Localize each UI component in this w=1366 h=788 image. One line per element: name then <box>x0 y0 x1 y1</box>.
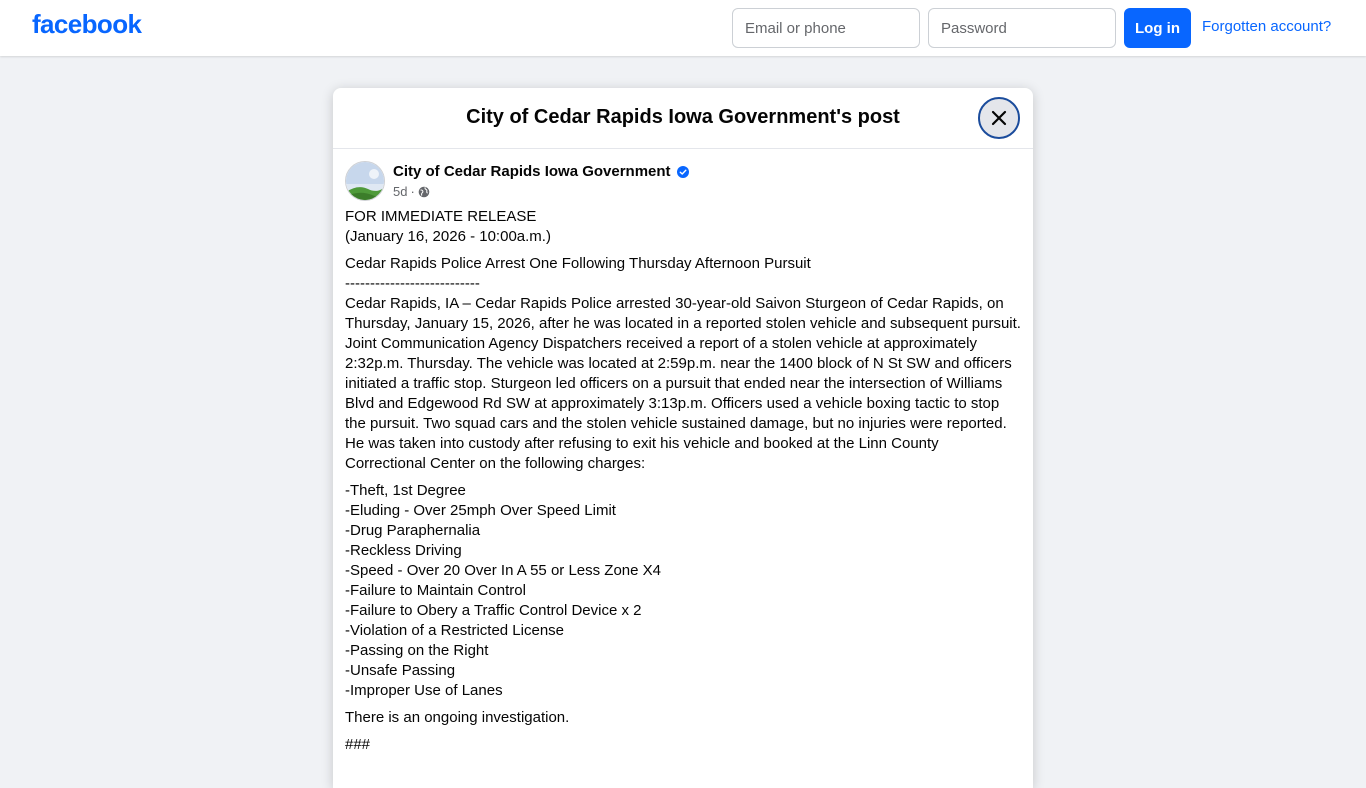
close-icon <box>989 108 1009 128</box>
post-timestamp[interactable]: 5d <box>393 184 408 199</box>
email-or-phone-input[interactable] <box>732 8 920 48</box>
post-headline: Cedar Rapids Police Arrest One Following Thursday Afternoon Pursuit <box>345 255 811 272</box>
charge-item: -Drug Paraphernalia <box>345 522 481 539</box>
verified-badge-icon <box>677 166 689 178</box>
post-body <box>333 205 1033 755</box>
log-in-button[interactable]: Log in <box>1124 8 1191 48</box>
release-line: FOR IMMEDIATE RELEASE <box>345 208 537 225</box>
charge-item: -Theft, 1st Degree <box>345 482 466 499</box>
avatar-image <box>346 162 385 201</box>
meta-separator: · <box>410 184 415 199</box>
charge-item: -Violation of a Restricted License <box>345 622 565 639</box>
top-navigation-bar <box>0 0 1366 56</box>
password-input[interactable] <box>928 8 1116 48</box>
globe-icon <box>418 186 430 198</box>
dialog-header <box>333 88 1033 149</box>
facebook-logo[interactable]: facebook <box>32 9 142 39</box>
release-date-line: (January 16, 2026 - 10:00a.m.) <box>345 228 551 245</box>
close-button[interactable] <box>978 97 1020 139</box>
forgotten-account-link[interactable]: Forgotten account? <box>1202 18 1332 35</box>
charge-item: -Improper Use of Lanes <box>345 682 503 699</box>
charges-list <box>345 481 1021 701</box>
end-mark: ### <box>345 736 371 753</box>
charge-item: -Speed - Over 20 Over In A 55 or Less Zone X4 <box>345 562 662 579</box>
post-author-name[interactable]: City of Cedar Rapids Iowa Government <box>393 163 671 180</box>
charge-item: -Reckless Driving <box>345 542 462 559</box>
charge-item: -Eluding - Over 25mph Over Speed Limit <box>345 502 616 519</box>
dialog-title: City of Cedar Rapids Iowa Government's post <box>466 106 900 128</box>
charge-item: -Passing on the Right <box>345 642 489 659</box>
page-avatar[interactable] <box>345 161 385 201</box>
charge-item: -Unsafe Passing <box>345 662 456 679</box>
headline-divider: --------------------------- <box>345 275 480 292</box>
charge-item: -Failure to Obery a Traffic Control Device x 2 <box>345 602 642 619</box>
release-block <box>345 207 1021 247</box>
closing-paragraph: There is an ongoing investigation. <box>345 709 570 726</box>
charge-item: -Failure to Maintain Control <box>345 582 526 599</box>
post-dialog <box>333 88 1033 788</box>
post-meta <box>393 184 430 199</box>
post-header <box>333 149 1033 205</box>
post-body-text: Cedar Rapids, IA – Cedar Rapids Police arrested 30-year-old Saivon Sturgeon of Cedar Rapids, on Thursday, January 15, 2026, after he was located in a reported stolen vehicle and subsequent pursuit. Joint Communication Agency Dispatchers received a report of a stolen vehicle at approximately 2:32p.m. Thursday. The vehicle was located at 2:59p.m. near the 1400 block of N St SW and officers initiated a traffic stop. Sturgeon led officers on a pursuit that ended near the intersection of Williams Blvd and Edgewood Rd SW at approximately 3:13p.m. Officers used a vehicle boxing tactic to stop the pursuit. Two squad cars and the stolen vehicle sustained damage, but no injuries were reported. He was taken into custody after refusing to exit his vehicle and booked at the Linn County Correctional Center on the following charges: <box>345 295 1026 472</box>
headline-block <box>345 254 1026 474</box>
post-author-row <box>393 163 689 180</box>
